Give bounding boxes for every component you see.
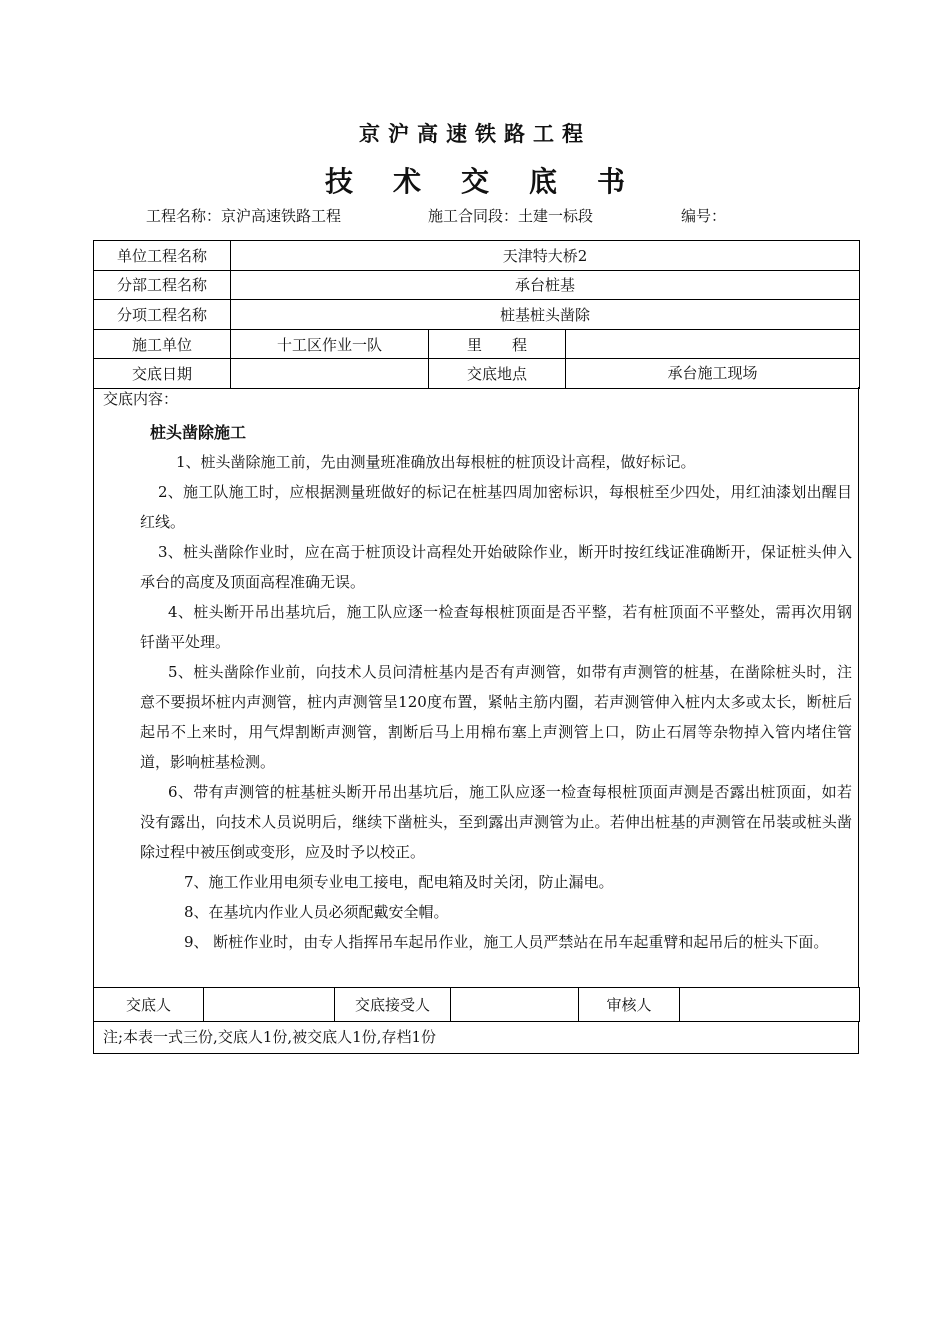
disclosure-content (93, 387, 859, 987)
paragraph-3: 3、桩头凿除作业时，应在高于桩顶设计高程处开始破除作业，断开时按红线证准确断开，保证桩头伸入承台的高度及顶面高程准确无误。 (140, 543, 852, 591)
discloser-value (204, 988, 335, 1022)
table-row (94, 359, 860, 389)
reviewer-value (680, 988, 860, 1022)
contractor-value: 十工区作业一队 (231, 329, 429, 359)
table-row (94, 270, 860, 300)
paragraph-4: 4、桩头断开吊出基坑后，施工队应逐一检查每根桩顶面是否平整，若有桩顶面不平整处，需再次用钢钎凿平处理。 (140, 603, 852, 651)
project-title: 京沪高速铁路工程 (359, 121, 591, 146)
document-title: 技术交底书 (324, 165, 665, 198)
unit-project-value: 天津特大桥2 (231, 241, 860, 271)
paragraph-6: 6、带有声测管的桩基桩头断开吊出基坑后，施工队应逐一检查每根桩顶面声测是否露出桩顶面，如若没有露出，向技术人员说明后，继续下凿桩头，至到露出声测管为止。若伸出桩基的声测管在吊装或桩头凿除过程中被压倒或变形，应及时予以校正。 (140, 783, 852, 861)
project-name: 工程名称：京沪高速铁路工程 (146, 207, 342, 225)
footnote (93, 1021, 859, 1054)
item-label: 分项工程名称 (94, 300, 231, 330)
contract-section: 施工合同段：土建一标段 (428, 207, 594, 225)
paragraph-7: 7、施工作业用电须专业电工接电，配电箱及时关闭，防止漏电。 (184, 873, 614, 891)
table-row (94, 300, 860, 330)
content-label: 交底内容： (103, 390, 179, 408)
info-table (93, 240, 860, 389)
location-value: 承台施工现场 (566, 359, 860, 389)
paragraph-9: 9、 断桩作业时，由专人指挥吊车起吊作业，施工人员严禁站在吊车起重臂和起吊后的桩头下面。 (184, 933, 829, 951)
division-value: 承台桩基 (231, 270, 860, 300)
date-value (231, 359, 429, 389)
paragraph-5: 5、桩头凿除作业前，向技术人员问清桩基内是否有声测管，如带有声测管的桩基，在凿除桩头时，注意不要损坏桩内声测管，桩内声测管呈120度布置，紧帖主筋内圈，若声测管伸入桩内太多或太长，断桩后起吊不上来时，用气焊割断声测管，割断后马上用棉布塞上声测管上口，防止石屑等杂物掉入管内堵住管道，影响桩基检测。 (140, 663, 852, 771)
item-value: 桩基桩头凿除 (231, 300, 860, 330)
receiver-value (451, 988, 579, 1022)
content-heading: 桩头凿除施工 (150, 423, 247, 442)
mileage-value (566, 329, 860, 359)
content-body (140, 447, 852, 957)
table-row (94, 329, 860, 359)
table-row (94, 241, 860, 271)
number-label: 编号： (681, 207, 727, 225)
receiver-label: 交底接受人 (335, 988, 451, 1022)
discloser-label: 交底人 (94, 988, 204, 1022)
location-label: 交底地点 (429, 359, 566, 389)
division-label: 分部工程名称 (94, 270, 231, 300)
contractor-label: 施工单位 (94, 329, 231, 359)
footnote-text: 注;本表一式三份,交底人1份,被交底人1份,存档1份 (103, 1028, 436, 1046)
unit-project-label: 单位工程名称 (94, 241, 231, 271)
table-row (94, 988, 860, 1022)
paragraph-8: 8、在基坑内作业人员必须配戴安全帽。 (184, 903, 449, 921)
mileage-label: 里 程 (429, 329, 566, 359)
paragraph-2: 2、施工队施工时，应根据测量班做好的标记在桩基四周加密标识，每根桩至少四处，用红油漆划出醒目红线。 (140, 483, 852, 531)
paragraph-1: 1、桩头凿除施工前，先由测量班准确放出每根桩的桩顶设计高程，做好标记。 (176, 453, 696, 471)
date-label: 交底日期 (94, 359, 231, 389)
signature-table (93, 987, 860, 1022)
reviewer-label: 审核人 (579, 988, 680, 1022)
